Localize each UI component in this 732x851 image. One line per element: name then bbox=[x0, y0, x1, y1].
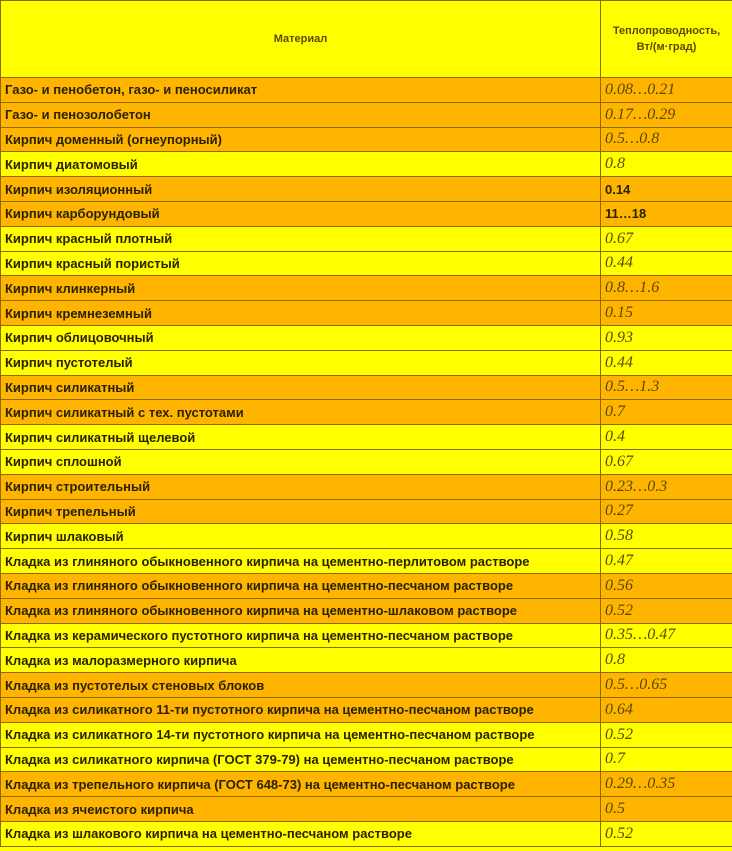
material-cell: Кирпич карборундовый bbox=[1, 201, 601, 226]
table-row bbox=[1, 152, 732, 177]
value-cell: 0.5…0.8 bbox=[601, 127, 732, 152]
table-row bbox=[1, 598, 732, 623]
table-row bbox=[1, 797, 732, 822]
material-cell: Кирпич пустотелый bbox=[1, 350, 601, 375]
value-cell: 0.08…0.21 bbox=[601, 78, 732, 103]
table-row bbox=[1, 226, 732, 251]
table-row bbox=[1, 697, 732, 722]
table-row bbox=[1, 573, 732, 598]
material-cell: Кладка из трепельного кирпича (ГОСТ 648-73) на цементно-песчаном растворе bbox=[1, 772, 601, 797]
material-cell: Кирпич диатомовый bbox=[1, 152, 601, 177]
material-cell: Кладка из глиняного обыкновенного кирпича на цементно-шлаковом растворе bbox=[1, 598, 601, 623]
material-cell: Кладка из силикатного 11-ти пустотного кирпича на цементно-песчаном растворе bbox=[1, 697, 601, 722]
value-cell: 0.8…1.6 bbox=[601, 276, 732, 301]
table-row bbox=[1, 301, 732, 326]
value-cell: 0.52 bbox=[601, 598, 732, 623]
material-cell: Газо- и пенозолобетон bbox=[1, 102, 601, 127]
value-cell: 0.52 bbox=[601, 722, 732, 747]
material-cell: Кладка из пустотелых стеновых блоков bbox=[1, 673, 601, 698]
value-cell: 0.56 bbox=[601, 573, 732, 598]
material-cell: Кладка из силикатного кирпича (ГОСТ 379-79) на цементно-песчаном растворе bbox=[1, 747, 601, 772]
value-cell: 0.4 bbox=[601, 425, 732, 450]
table-row bbox=[1, 499, 732, 524]
value-cell: 0.47 bbox=[601, 549, 732, 574]
value-cell: 0.52 bbox=[601, 821, 732, 846]
value-cell: 0.8 bbox=[601, 152, 732, 177]
material-cell: Кладка из силикатного 14-ти пустотного кирпича на цементно-песчаном растворе bbox=[1, 722, 601, 747]
table-row bbox=[1, 747, 732, 772]
table-row bbox=[1, 722, 732, 747]
table-row bbox=[1, 375, 732, 400]
material-cell: Кирпич сплошной bbox=[1, 449, 601, 474]
material-cell: Кирпич трепельный bbox=[1, 499, 601, 524]
table-row bbox=[1, 648, 732, 673]
material-cell: Кирпич шлаковый bbox=[1, 524, 601, 549]
material-cell: Кирпич строительный bbox=[1, 474, 601, 499]
table-row bbox=[1, 102, 732, 127]
material-cell: Кладка из малоразмерного кирпича bbox=[1, 648, 601, 673]
material-cell: Кладка из керамического пустотного кирпича на цементно-песчаном растворе bbox=[1, 623, 601, 648]
table-row bbox=[1, 325, 732, 350]
value-cell: 0.23…0.3 bbox=[601, 474, 732, 499]
table-row bbox=[1, 251, 732, 276]
table-row bbox=[1, 821, 732, 846]
value-cell: 0.8 bbox=[601, 648, 732, 673]
value-cell: 0.44 bbox=[601, 350, 732, 375]
value-cell: 0.44 bbox=[601, 251, 732, 276]
material-cell: Кирпич доменный (огнеупорный) bbox=[1, 127, 601, 152]
material-cell: Газо- и пенобетон, газо- и пеносиликат bbox=[1, 78, 601, 103]
table-row bbox=[1, 549, 732, 574]
material-cell: Кирпич изоляционный bbox=[1, 177, 601, 202]
material-cell: Кирпич кремнеземный bbox=[1, 301, 601, 326]
material-cell: Кирпич красный плотный bbox=[1, 226, 601, 251]
material-cell: Кладка из ячеистого кирпича bbox=[1, 797, 601, 822]
value-cell: 0.5…1.3 bbox=[601, 375, 732, 400]
value-cell: 0.5…0.65 bbox=[601, 673, 732, 698]
material-cell: Кирпич облицовочный bbox=[1, 325, 601, 350]
value-cell: 0.27 bbox=[601, 499, 732, 524]
value-cell: 0.58 bbox=[601, 524, 732, 549]
table-row bbox=[1, 127, 732, 152]
header-material: Материал bbox=[1, 1, 601, 78]
value-cell: 0.14 bbox=[601, 177, 732, 202]
value-cell: 0.7 bbox=[601, 400, 732, 425]
material-cell: Кирпич силикатный с тех. пустотами bbox=[1, 400, 601, 425]
table-row bbox=[1, 177, 732, 202]
value-cell: 0.5 bbox=[601, 797, 732, 822]
material-cell: Кладка из глиняного обыкновенного кирпича на цементно-перлитовом растворе bbox=[1, 549, 601, 574]
value-cell: 0.7 bbox=[601, 747, 732, 772]
table-row bbox=[1, 400, 732, 425]
table-row bbox=[1, 350, 732, 375]
value-cell: 0.35…0.47 bbox=[601, 623, 732, 648]
table-row bbox=[1, 623, 732, 648]
value-cell: 0.17…0.29 bbox=[601, 102, 732, 127]
material-cell: Кирпич красный пористый bbox=[1, 251, 601, 276]
table-row bbox=[1, 78, 732, 103]
table-row bbox=[1, 474, 732, 499]
value-cell: 0.29…0.35 bbox=[601, 772, 732, 797]
value-cell: 11…18 bbox=[601, 201, 732, 226]
table-row bbox=[1, 276, 732, 301]
table-row bbox=[1, 449, 732, 474]
table-row bbox=[1, 524, 732, 549]
material-cell: Кирпич силикатный bbox=[1, 375, 601, 400]
material-cell: Кладка из глиняного обыкновенного кирпича на цементно-песчаном растворе bbox=[1, 573, 601, 598]
material-cell: Кирпич силикатный щелевой bbox=[1, 425, 601, 450]
table-row bbox=[1, 673, 732, 698]
header-conductivity: Теплопроводность, Вт/(м·град) bbox=[601, 1, 732, 78]
material-cell: Кладка из шлакового кирпича на цементно-песчаном растворе bbox=[1, 821, 601, 846]
table-row bbox=[1, 772, 732, 797]
table-row bbox=[1, 425, 732, 450]
value-cell: 0.67 bbox=[601, 226, 732, 251]
value-cell: 0.15 bbox=[601, 301, 732, 326]
value-cell: 0.64 bbox=[601, 697, 732, 722]
table-header-row bbox=[1, 1, 732, 78]
table-row bbox=[1, 201, 732, 226]
material-cell: Кирпич клинкерный bbox=[1, 276, 601, 301]
value-cell: 0.93 bbox=[601, 325, 732, 350]
value-cell: 0.67 bbox=[601, 449, 732, 474]
